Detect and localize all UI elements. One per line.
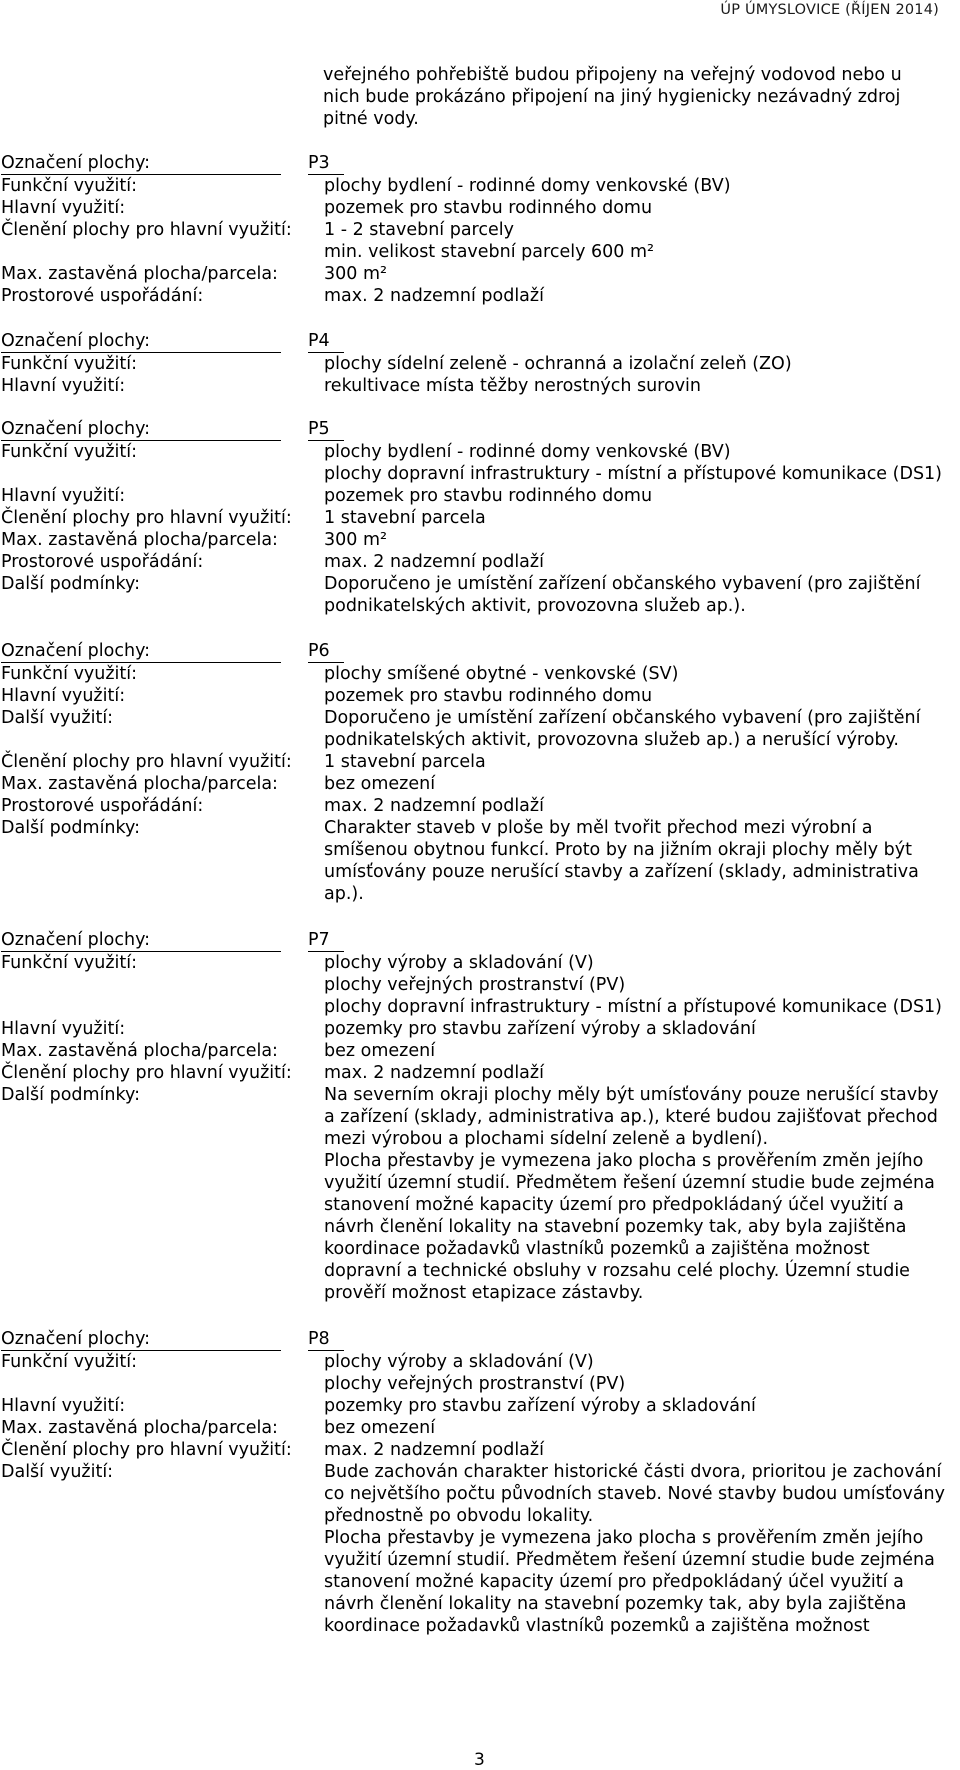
attribute-value: max. 2 nadzemní podlaží — [324, 796, 544, 816]
plot-attribute-row — [1, 219, 956, 263]
attribute-label: Další využití: — [1, 708, 114, 728]
attribute-value: plochy smíšené obytné - venkovské (SV) — [324, 664, 679, 684]
plot-heading-label: Označení plochy: — [1, 152, 281, 175]
plot-attribute-row — [1, 952, 956, 1018]
attribute-value: pozemek pro stavbu rodinného domu — [324, 686, 653, 706]
plot-attribute-row — [1, 751, 956, 773]
attribute-value: 300 m² — [324, 264, 388, 284]
attribute-label: Funkční využití: — [1, 664, 138, 684]
plot-attribute-row — [1, 529, 956, 551]
attribute-label: Funkční využití: — [1, 953, 138, 973]
attribute-value: 1 - 2 stavební parcely min. velikost stavební parcely 600 m² — [324, 220, 655, 262]
attribute-label: Prostorové uspořádání: — [1, 796, 204, 816]
plot-attribute-row — [1, 817, 956, 905]
attribute-label: Prostorové uspořádání: — [1, 552, 204, 572]
attribute-label: Funkční využití: — [1, 1352, 138, 1372]
plot-attribute-row — [1, 285, 956, 307]
plot-attribute-row — [1, 485, 956, 507]
attribute-value: max. 2 nadzemní podlaží — [324, 286, 544, 306]
plot-code: P6 — [308, 640, 344, 663]
plot-attribute-row — [1, 551, 956, 573]
plot-attribute-row — [1, 1062, 956, 1084]
attribute-label: Hlavní využití: — [1, 376, 126, 396]
attribute-value: pozemek pro stavbu rodinného domu — [324, 486, 653, 506]
plot-heading-row — [1, 418, 956, 441]
plot-attribute-row — [1, 441, 956, 485]
plot-heading-row — [1, 1328, 956, 1351]
plot-attribute-row — [1, 1084, 956, 1304]
plot-code: P7 — [308, 929, 344, 952]
attribute-label: Max. zastavěná plocha/parcela: — [1, 774, 278, 794]
plot-attribute-row — [1, 773, 956, 795]
plot-attribute-row — [1, 663, 956, 685]
attribute-value: max. 2 nadzemní podlaží — [324, 1063, 544, 1083]
attribute-label: Členění plochy pro hlavní využití: — [1, 220, 292, 240]
plot-heading-row — [1, 640, 956, 663]
plot-block-p5 — [1, 418, 956, 617]
attribute-label: Max. zastavěná plocha/parcela: — [1, 264, 278, 284]
attribute-value: max. 2 nadzemní podlaží — [324, 552, 544, 572]
plot-block-p4 — [1, 330, 956, 397]
attribute-label: Členění plochy pro hlavní využití: — [1, 1063, 292, 1083]
attribute-value: 1 stavební parcela — [324, 508, 486, 528]
plot-heading-label: Označení plochy: — [1, 640, 281, 663]
attribute-label: Hlavní využití: — [1, 686, 126, 706]
plot-attribute-row — [1, 795, 956, 817]
plot-heading-row — [1, 929, 956, 952]
plot-code: P4 — [308, 330, 344, 353]
attribute-value: pozemky pro stavbu zařízení výroby a skladování — [324, 1396, 756, 1416]
attribute-value: Charakter staveb v ploše by měl tvořit přechod mezi výrobní a smíšenou obytnou funkcí. Proto by na jižním okraji plochy měly být umísťovány pouze nerušící stavby a zařízení (sklady, administrativa ap.). — [324, 818, 919, 904]
attribute-value: plochy sídelní zeleně - ochranná a izolační zeleň (ZO) — [324, 354, 792, 374]
plot-code: P5 — [308, 418, 344, 441]
attribute-label: Funkční využití: — [1, 442, 138, 462]
attribute-label: Členění plochy pro hlavní využití: — [1, 752, 292, 772]
attribute-value: plochy výroby a skladování (V) plochy veřejných prostranství (PV) — [324, 1352, 626, 1394]
attribute-label: Další využití: — [1, 1462, 114, 1482]
attribute-value: bez omezení — [324, 774, 436, 794]
plot-attribute-row — [1, 707, 956, 751]
plot-block-p6 — [1, 640, 956, 905]
plot-attribute-row — [1, 1040, 956, 1062]
plot-heading-label: Označení plochy: — [1, 418, 281, 441]
attribute-label: Další podmínky: — [1, 1085, 141, 1105]
attribute-value: 1 stavební parcela — [324, 752, 486, 772]
page-header-title: ÚP ÚMYSLOVICE (ŘÍJEN 2014) — [720, 2, 939, 18]
plot-attribute-row — [1, 685, 956, 707]
attribute-value: bez omezení — [324, 1418, 436, 1438]
attribute-label: Členění plochy pro hlavní využití: — [1, 1440, 292, 1460]
attribute-value: 300 m² — [324, 530, 388, 550]
plot-block-p3 — [1, 152, 956, 307]
attribute-value: pozemek pro stavbu rodinného domu — [324, 198, 653, 218]
plot-block-p8 — [1, 1328, 956, 1637]
attribute-label: Funkční využití: — [1, 176, 138, 196]
plot-attribute-row — [1, 573, 956, 617]
attribute-value: Bude zachován charakter historické části dvora, prioritou je zachování co největšího počtu původních staveb. Nové stavby budou umísťovány přednostně po obvodu lokality. Plocha přestavby je vymezena jako plocha s prověřením změn jejího využití územní studií. Předmětem řešení územní studie bude zejména stanovení možné kapacity území pro předpokládaný účel využití a návrh členění lokality na stavební pozemky tak, aby byla zajištěna koordinace požadavků vlastníků pozemků a zajištěna možnost — [324, 1462, 946, 1636]
plot-code: P3 — [308, 152, 344, 175]
attribute-value: plochy výroby a skladování (V) plochy veřejných prostranství (PV) plochy dopravní infrastruktury - místní a přístupové komunikace (DS1) — [324, 953, 943, 1017]
attribute-label: Další podmínky: — [1, 574, 141, 594]
attribute-label: Hlavní využití: — [1, 1396, 126, 1416]
attribute-value: Doporučeno je umístění zařízení občanského vybavení (pro zajištění podnikatelských aktivit, provozovna služeb ap.) a nerušící výroby. — [324, 708, 921, 750]
attribute-value: plochy bydlení - rodinné domy venkovské (BV) — [324, 176, 731, 196]
attribute-label: Členění plochy pro hlavní využití: — [1, 508, 292, 528]
attribute-value: bez omezení — [324, 1041, 436, 1061]
plot-attribute-row — [1, 507, 956, 529]
plot-attribute-row — [1, 263, 956, 285]
attribute-label: Max. zastavěná plocha/parcela: — [1, 1041, 278, 1061]
attribute-value: rekultivace místa těžby nerostných surovin — [324, 376, 702, 396]
attribute-value: Na severním okraji plochy měly být umísťovány pouze nerušící stavby a zařízení (sklady, administrativa ap.), které budou zajišťovat přechod mezi výrobou a plochami sídelní zeleně a bydlení). Plocha přestavby je vymezena jako plocha s prověřením změn jejího využití územní studií. Předmětem řešení územní studie bude zejména stanovení možné kapacity území pro předpokládaný účel využití a návrh členění lokality na stavební pozemky tak, aby byla zajištěna koordinace požadavků vlastníků pozemků a zajištěna možnost dopravní a technické obsluhy v rozsahu celé plochy. Územní studie prověří možnost etapizace zástavby. — [324, 1085, 939, 1303]
attribute-label: Hlavní využití: — [1, 1019, 126, 1039]
plot-attribute-row — [1, 1018, 956, 1040]
plot-block-p7 — [1, 929, 956, 1304]
plot-attribute-row — [1, 175, 956, 197]
plot-attribute-row — [1, 1439, 956, 1461]
plot-attribute-row — [1, 197, 956, 219]
plot-attribute-row — [1, 1395, 956, 1417]
plot-attribute-row — [1, 1461, 956, 1637]
plot-heading-label: Označení plochy: — [1, 1328, 281, 1351]
plot-heading-row — [1, 152, 956, 175]
plot-attribute-row — [1, 1417, 956, 1439]
attribute-label: Prostorové uspořádání: — [1, 286, 204, 306]
plot-heading-row — [1, 330, 956, 353]
attribute-label: Hlavní využití: — [1, 198, 126, 218]
page-number: 3 — [474, 1750, 485, 1770]
attribute-label: Max. zastavěná plocha/parcela: — [1, 530, 278, 550]
plot-heading-label: Označení plochy: — [1, 330, 281, 353]
plot-heading-label: Označení plochy: — [1, 929, 281, 952]
intro-paragraph: veřejného pohřebiště budou připojeny na veřejný vodovod nebo u nich bude prokázáno připojení na jiný hygienicky nezávadný zdroj pitné vody. — [323, 65, 902, 129]
attribute-label: Hlavní využití: — [1, 486, 126, 506]
attribute-value: plochy bydlení - rodinné domy venkovské (BV) plochy dopravní infrastruktury - místní a přístupové komunikace (DS1) — [324, 442, 943, 484]
plot-attribute-row — [1, 353, 956, 375]
attribute-value: Doporučeno je umístění zařízení občanského vybavení (pro zajištění podnikatelských aktivit, provozovna služeb ap.). — [324, 574, 921, 616]
attribute-label: Další podmínky: — [1, 818, 141, 838]
plot-code: P8 — [308, 1328, 344, 1351]
attribute-label: Funkční využití: — [1, 354, 138, 374]
attribute-label: Max. zastavěná plocha/parcela: — [1, 1418, 278, 1438]
plot-attribute-row — [1, 375, 956, 397]
plot-attribute-row — [1, 1351, 956, 1395]
attribute-value: max. 2 nadzemní podlaží — [324, 1440, 544, 1460]
attribute-value: pozemky pro stavbu zařízení výroby a skladování — [324, 1019, 756, 1039]
